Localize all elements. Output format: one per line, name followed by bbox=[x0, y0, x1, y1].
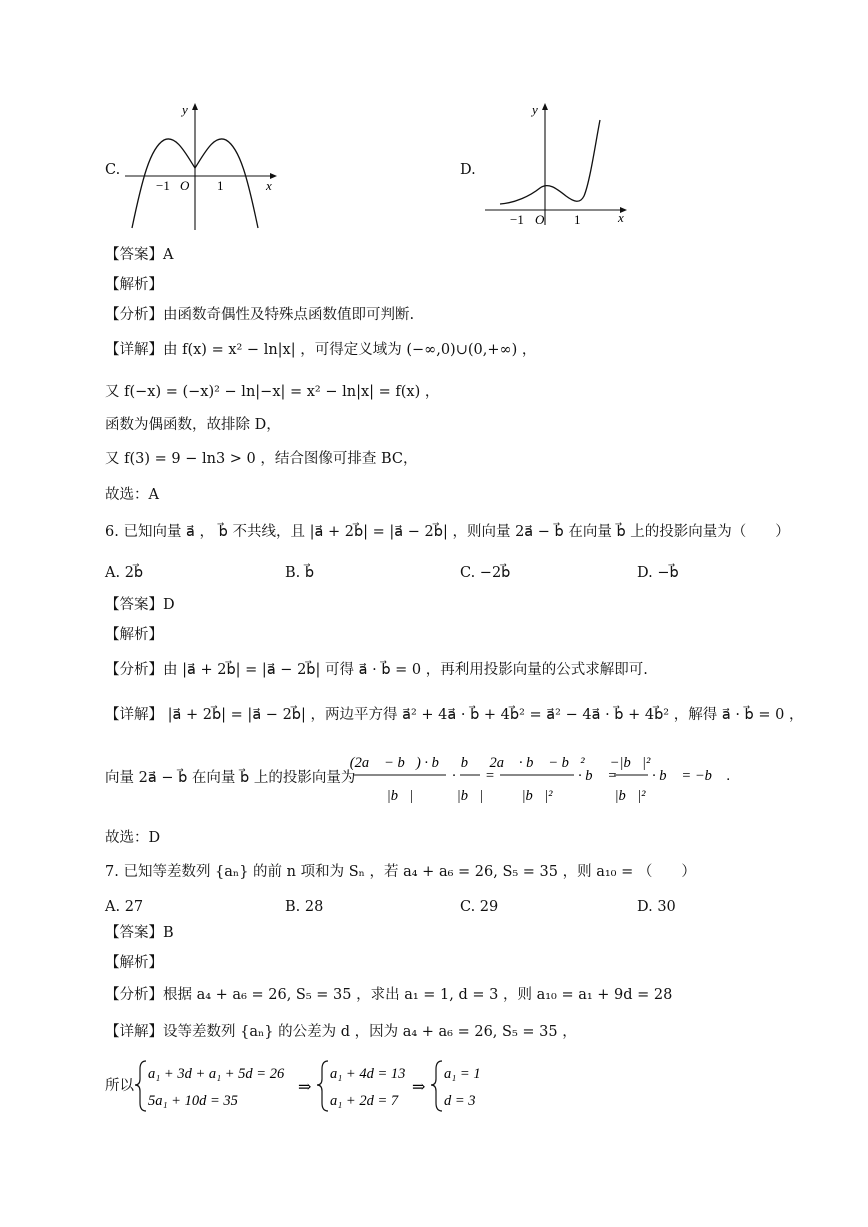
q6-stem: 6. 已知向量 a⃗ ， b⃗ 不共线，且 |a⃗ + 2b⃗| = |a⃗ − 2b⃗| ，则向量 2a⃗ − b⃗ 在向量 b⃗ 上的投影向量为（ ） bbox=[105, 524, 790, 540]
q7-arrow-1: ⇒ bbox=[298, 1079, 312, 1096]
q7-option-b: B. 28 bbox=[285, 899, 324, 915]
q7-brace-3 bbox=[431, 1061, 442, 1111]
q7-brace-1 bbox=[135, 1061, 146, 1111]
q6-fenxi: 【分析】由 |a⃗ + 2b⃗| = |a⃗ − 2b⃗| 可得 a⃗ · b⃗ = 0 ，再利用投影向量的公式求解即可. bbox=[105, 662, 648, 678]
graph-d-y-arrow bbox=[542, 103, 548, 110]
q7-xiangjie: 【详解】设等差数列 {aₙ} 的公差为 d ，因为 a₄ + a₆ = 26, S₅ = 35 ， bbox=[105, 1024, 577, 1040]
q6-projection-formula bbox=[349, 745, 731, 815]
graph-d-y-label: y bbox=[532, 102, 538, 117]
q6-frac3-den: |b⃗|² bbox=[521, 788, 553, 804]
q5-even-conclusion: 函数为偶函数，故排除 D， bbox=[105, 417, 281, 433]
q6-answer: 【答案】D bbox=[105, 597, 175, 613]
q7-brace-2 bbox=[317, 1061, 328, 1111]
q7-option-d: D. 30 bbox=[637, 899, 676, 915]
q6-frac4-den: |b⃗|² bbox=[614, 788, 646, 804]
q6-option-c: C. −2b⃗ bbox=[460, 565, 511, 581]
q7-sys2-eq2: a₁ + 2d = 7 bbox=[330, 1093, 399, 1109]
q6-option-b: B. b⃗ bbox=[285, 565, 315, 581]
q6-frac2-num: b⃗ bbox=[460, 755, 480, 771]
q7-sys3-eq1: a₁ = 1 bbox=[444, 1066, 481, 1082]
graph-d-axes bbox=[485, 108, 620, 225]
q6-choice: 故选：D bbox=[105, 830, 161, 846]
q6-frac4-num: −|b⃗|² bbox=[609, 755, 651, 771]
option-c-label: C. bbox=[105, 162, 121, 178]
q6-tail: · b⃗ = −b⃗ . bbox=[652, 768, 731, 784]
q6-dot1: · bbox=[452, 768, 456, 784]
graph-c-x-label: x bbox=[266, 178, 272, 193]
graph-d-x-label: x bbox=[618, 210, 624, 225]
graph-d-curve bbox=[500, 120, 600, 204]
q5-choice: 故选：A bbox=[105, 487, 159, 503]
q7-option-a: A. 27 bbox=[105, 899, 144, 915]
q6-analysis-header: 【解析】 bbox=[105, 627, 163, 643]
q6-dotb: · b⃗ = bbox=[578, 768, 618, 784]
q5-special-value: 又 f(3) = 9 − ln3 > 0 ，结合图像可排查 BC， bbox=[105, 451, 418, 467]
q7-sys1-eq1: a₁ + 3d + a₁ + 5d = 26 bbox=[148, 1066, 285, 1082]
q7-sys1-eq2: 5a₁ + 10d = 35 bbox=[148, 1093, 238, 1109]
q7-arrow-2: ⇒ bbox=[412, 1079, 426, 1096]
q6-frac2-den: |b⃗| bbox=[456, 788, 484, 804]
q7-option-c: C. 29 bbox=[460, 899, 499, 915]
q5-analysis-header: 【解析】 bbox=[105, 277, 163, 293]
q6-frac3-num: 2a⃗ · b⃗ − b⃗² bbox=[489, 755, 585, 771]
graph-option-d bbox=[480, 100, 640, 230]
q7-suoyi: 所以 bbox=[105, 1078, 134, 1094]
graph-c-y-label: y bbox=[182, 102, 188, 117]
option-d-label: D. bbox=[460, 162, 476, 178]
q6-xiangjie: 【详解】 |a⃗ + 2b⃗| = |a⃗ − 2b⃗| ，两边平方得 a⃗² + 4a⃗ · b⃗ + 4b⃗² = a⃗² − 4a⃗ · b⃗ + 4b⃗² ，解得 a⃗ · b⃗ = 0 ， bbox=[105, 707, 804, 723]
graph-c-origin: O bbox=[180, 178, 190, 193]
q6-option-a: A. 2b⃗ bbox=[105, 565, 144, 581]
q5-answer: 【答案】A bbox=[105, 247, 174, 263]
q6-option-d: D. −b⃗ bbox=[637, 565, 679, 581]
graph-d-tick-neg1: −1 bbox=[510, 212, 524, 227]
q7-answer: 【答案】B bbox=[105, 925, 174, 941]
q7-sys3-eq2: d = 3 bbox=[444, 1093, 476, 1109]
q6-eq1: = bbox=[485, 768, 495, 784]
q7-stem: 7. 已知等差数列 {aₙ} 的前 n 项和为 Sₙ ，若 a₄ + a₆ = 26, S₅ = 35 ，则 a₁₀ = （ ） bbox=[105, 864, 696, 880]
q6-frac1-den: |b⃗| bbox=[386, 788, 414, 804]
q5-fenxi: 【分析】由函数奇偶性及特殊点函数值即可判断. bbox=[105, 307, 415, 323]
q5-xiangjie: 【详解】由 f(x) = x² − ln|x| ，可得定义域为 (−∞,0)∪(0,+∞) ， bbox=[105, 342, 537, 358]
graph-c-tick-neg1: −1 bbox=[156, 178, 170, 193]
q7-analysis-header: 【解析】 bbox=[105, 955, 163, 971]
q5-even-proof: 又 f(−x) = (−x)² − ln|−x| = x² − ln|x| = f(x) ， bbox=[105, 384, 440, 400]
q7-fenxi: 【分析】根据 a₄ + a₆ = 26, S₅ = 35 ，求出 a₁ = 1, d = 3 ，则 a₁₀ = a₁ + 9d = 28 bbox=[105, 987, 673, 1003]
graph-d-origin: O bbox=[535, 212, 545, 227]
q6-projection-prefix: 向量 2a⃗ − b⃗ 在向量 b⃗ 上的投影向量为 bbox=[105, 770, 356, 786]
q7-sys2-eq1: a₁ + 4d = 13 bbox=[330, 1066, 406, 1082]
graph-c-tick-1: 1 bbox=[217, 178, 224, 193]
graph-c-y-arrow bbox=[192, 103, 198, 110]
graph-d-tick-1: 1 bbox=[574, 212, 581, 227]
graph-option-c bbox=[120, 100, 285, 235]
q6-frac1-num: (2a⃗ − b⃗) · b⃗ bbox=[349, 755, 451, 771]
q7-equation-systems bbox=[134, 1057, 494, 1115]
